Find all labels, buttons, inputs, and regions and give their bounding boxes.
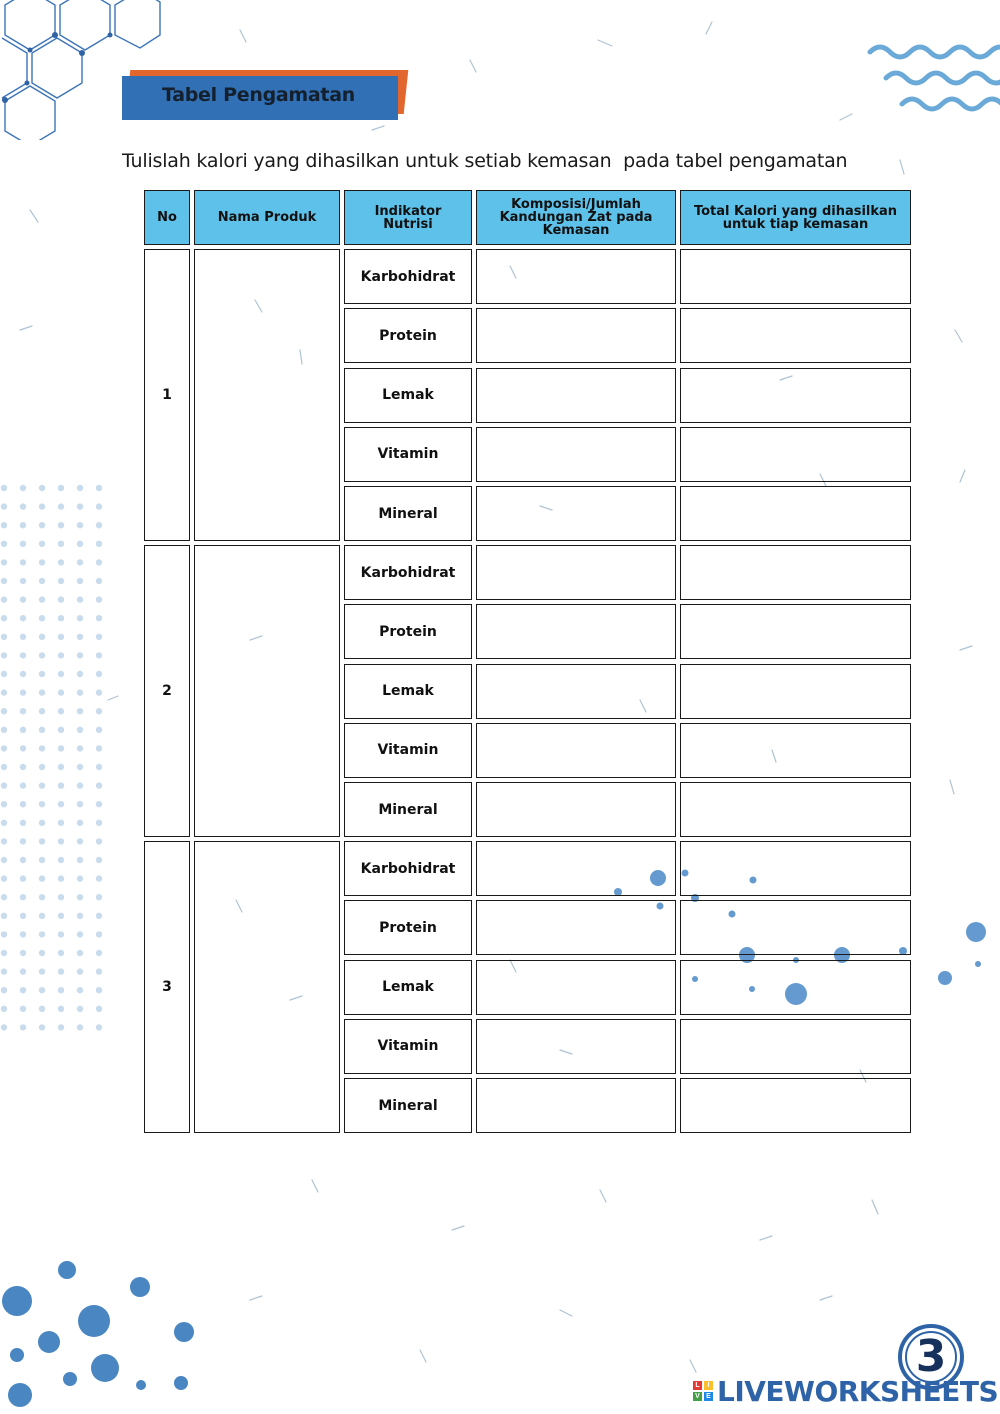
nutrient-indicator-label: Mineral: [344, 486, 472, 541]
composition-input[interactable]: [476, 486, 676, 541]
total-calories-input[interactable]: [680, 664, 911, 719]
nutrient-indicator-label: Protein: [344, 308, 472, 363]
row-number: 3: [144, 841, 190, 1133]
composition-input[interactable]: [476, 1078, 676, 1133]
dot-grid-icon: [0, 480, 110, 1045]
header-indikator-nutrisi: Indikator Nutrisi: [344, 190, 472, 245]
bubble-cluster: [0, 1255, 200, 1414]
total-calories-input[interactable]: [680, 1019, 911, 1074]
instruction-text: Tulislah kalori yang dihasilkan untuk setiab kemasan pada tabel pengamatan: [122, 150, 848, 172]
logo-letter-l: L: [693, 1381, 702, 1390]
total-calories-input[interactable]: [680, 249, 911, 304]
composition-input[interactable]: [476, 1019, 676, 1074]
product-name-input[interactable]: [194, 545, 340, 837]
composition-input[interactable]: [476, 900, 676, 955]
composition-input[interactable]: [476, 960, 676, 1015]
composition-input[interactable]: [476, 604, 676, 659]
total-calories-input[interactable]: [680, 427, 911, 482]
header-nama-produk: Nama Produk: [194, 190, 340, 245]
page-number: 3: [915, 1331, 947, 1382]
brand-name: LIVEWORKSHEETS: [717, 1374, 999, 1408]
nutrient-indicator-label: Lemak: [344, 664, 472, 719]
total-calories-input[interactable]: [680, 604, 911, 659]
total-calories-input[interactable]: [680, 900, 911, 955]
composition-input[interactable]: [476, 308, 676, 363]
total-calories-input[interactable]: [680, 308, 911, 363]
total-calories-input[interactable]: [680, 1078, 911, 1133]
nutrient-indicator-label: Mineral: [344, 782, 472, 837]
nutrient-indicator-label: Vitamin: [344, 427, 472, 482]
product-name-input[interactable]: [194, 249, 340, 541]
total-calories-input[interactable]: [680, 841, 911, 896]
liveworksheets-logo: [693, 1376, 998, 1406]
total-calories-input[interactable]: [680, 960, 911, 1015]
nutrient-indicator-label: Karbohidrat: [344, 249, 472, 304]
header-total-kalori: Total Kalori yang dihasilkan untuk tiap kemasan: [680, 190, 911, 245]
nutrient-indicator-label: Vitamin: [344, 1019, 472, 1074]
total-calories-input[interactable]: [680, 368, 911, 423]
nutrient-indicator-label: Vitamin: [344, 723, 472, 778]
header-komposisi: Komposisi/Jumlah Kandungan Zat pada Kemasan: [476, 190, 676, 245]
composition-input[interactable]: [476, 664, 676, 719]
row-number: 2: [144, 545, 190, 837]
row-number: 1: [144, 249, 190, 541]
logo-letter-e: E: [704, 1392, 713, 1401]
logo-letter-v: V: [693, 1392, 702, 1401]
liveworksheets-logo-icon: [693, 1381, 713, 1401]
composition-input[interactable]: [476, 249, 676, 304]
composition-input[interactable]: [476, 841, 676, 896]
composition-input[interactable]: [476, 368, 676, 423]
nutrient-indicator-label: Karbohidrat: [344, 841, 472, 896]
logo-letter-i: I: [704, 1381, 713, 1390]
total-calories-input[interactable]: [680, 723, 911, 778]
title-banner: [122, 70, 406, 120]
waves-icon: [866, 38, 1000, 118]
nutrient-indicator-label: Protein: [344, 604, 472, 659]
product-name-input[interactable]: [194, 841, 340, 1133]
nutrient-indicator-label: Lemak: [344, 368, 472, 423]
nutrient-indicator-label: Protein: [344, 900, 472, 955]
total-calories-input[interactable]: [680, 545, 911, 600]
composition-input[interactable]: [476, 427, 676, 482]
header-no: No: [144, 190, 190, 245]
nutrient-indicator-label: Mineral: [344, 1078, 472, 1133]
total-calories-input[interactable]: [680, 782, 911, 837]
nutrient-indicator-label: Karbohidrat: [344, 545, 472, 600]
page-title: Tabel Pengamatan: [162, 84, 355, 106]
composition-input[interactable]: [476, 545, 676, 600]
nutrient-indicator-label: Lemak: [344, 960, 472, 1015]
composition-input[interactable]: [476, 723, 676, 778]
composition-input[interactable]: [476, 782, 676, 837]
total-calories-input[interactable]: [680, 486, 911, 541]
